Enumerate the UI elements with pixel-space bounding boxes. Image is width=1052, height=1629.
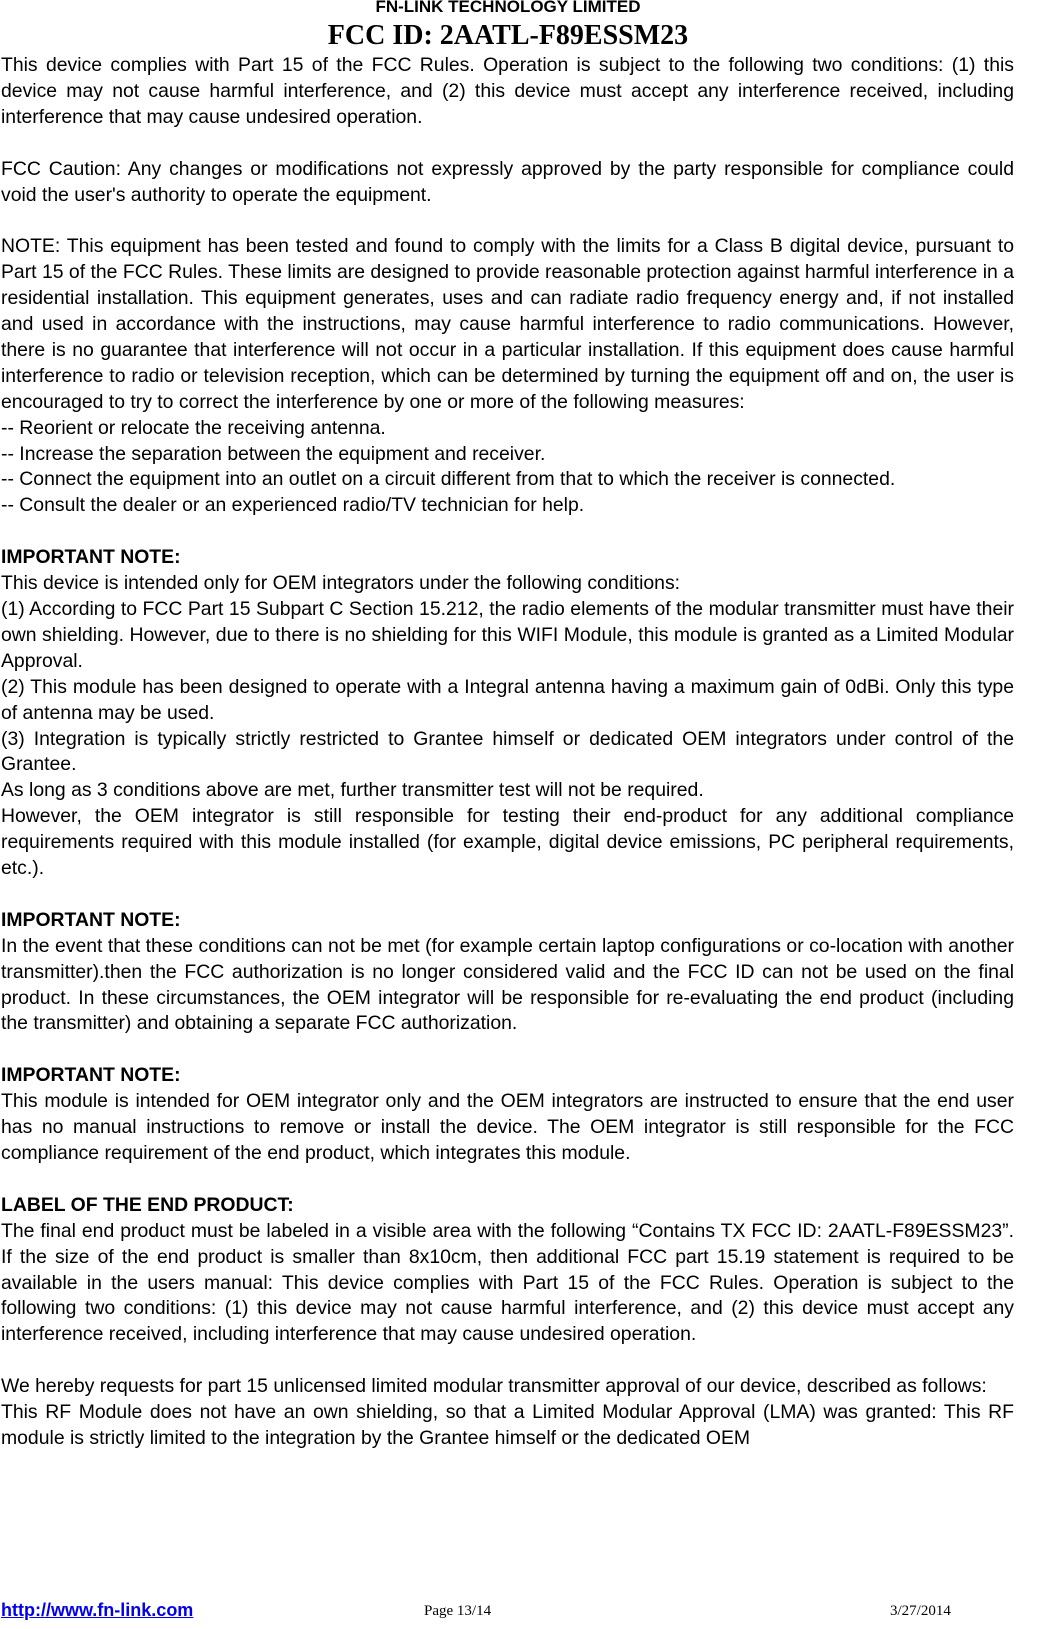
page-footer [0, 1597, 1052, 1623]
oem-condition-item: (3) Integration is typically strictly restricted to Grantee himself or dedicated OEM integrators under control of the Grantee. [1, 727, 1014, 776]
measure-item: -- Connect the equipment into an outlet on a circuit different from that to which the receiver is connected. [1, 468, 896, 491]
spacer [1, 1167, 1014, 1193]
approval-request-paragraph: We hereby requests for part 15 unlicensed limited modular transmitter approval of our device, described as follows: [1, 1375, 987, 1398]
important-note-heading: IMPORTANT NOTE: [1, 1064, 181, 1087]
document-date: 3/27/2014 [890, 1603, 951, 1619]
measure-item: -- Consult the dealer or an experienced radio/TV technician for help. [1, 494, 585, 517]
authorization-paragraph: In the event that these conditions can not be met (for example certain laptop configurations or co-location with another transmitter).then the FCC authorization is no longer considered valid and the FCC ID can not be used on the final product. In these circumstances, the OEM integrator will be responsible for re-evaluating the end product (including the transmitter) and obtaining a separate FCC authorization. [1, 934, 1014, 1035]
spacer [1, 131, 1014, 157]
compliance-paragraph: This device complies with Part 15 of the FCC Rules. Operation is subject to the following two conditions: (1) this device may not cause harmful interference, and (2) this device must accept any interference received, including interference that may cause undesired operation. [1, 54, 1014, 128]
spacer [1, 1348, 1014, 1374]
fcc-caution-paragraph: FCC Caution: Any changes or modifications not expressly approved by the party responsible for compliance could void the user's authority to operate the equipment. [1, 157, 1014, 206]
oem-instructions-paragraph: This module is intended for OEM integrator only and the OEM integrators are instructed to ensure that the end user has no manual instructions to remove or install the device. The OEM integrator is still responsible for the FCC compliance requirement of the end product, which integrates this module. [1, 1090, 1014, 1164]
fcc-id-title: FCC ID: 2AATL-F89ESSM23 [327, 20, 689, 51]
page-number: Page 13/14 [424, 1603, 492, 1619]
document-body [1, 53, 1014, 1452]
class-b-note-paragraph: NOTE: This equipment has been tested and found to comply with the limits for a Class B digital device, pursuant to Part 15 of the FCC Rules. These limits are designed to provide reasonable protection against harmful interference in a residential installation. This equipment generates, uses and can radiate radio frequency energy and, if not installed and used in accordance with the instructions, may cause harmful interference to radio communications. However, there is no guarantee that interference will not occur in a particular installation. If this equipment does cause harmful interference to radio or television reception, which can be determined by turning the equipment off and on, the user is encouraged to try to correct the interference by one or more of the following measures: [1, 235, 1014, 413]
measure-item: -- Increase the separation between the equipment and receiver. [1, 442, 546, 465]
important-note-heading: IMPORTANT NOTE: [1, 546, 181, 569]
spacer [1, 208, 1014, 234]
oem-responsibility-paragraph: However, the OEM integrator is still responsible for testing their end-product for any additional compliance requirements required with this module installed (for example, digital device emissions, PC peripheral requirements, etc.). [1, 805, 1014, 880]
spacer [1, 882, 1014, 908]
important-note-heading: IMPORTANT NOTE: [1, 908, 181, 931]
oem-condition-item: (1) According to FCC Part 15 Subpart C Section 15.212, the radio elements of the modular transmitter must have their own shielding. However, due to there is no shielding for this WIFI Module, this module is granted as a Limited Modular Approval. [1, 597, 1014, 672]
spacer [1, 1037, 1014, 1063]
shielding-paragraph: This RF Module does not have an own shielding, so that a Limited Modular Approval (LMA) was granted: This RF module is strictly limited to the integration by the Grantee himself or the dedicated OEM [1, 1401, 1014, 1449]
oem-condition-item: (2) This module has been designed to operate with a Integral antenna having a maximum gain of 0dBi. Only this type of antenna may be used. [1, 675, 1014, 724]
spacer [1, 519, 1014, 545]
measure-item: -- Reorient or relocate the receiving antenna. [1, 416, 386, 439]
website-link[interactable]: http://www.fn-link.com [1, 1600, 194, 1620]
company-name: FN-LINK TECHNOLOGY LIMITED [375, 0, 641, 16]
conditions-met-paragraph: As long as 3 conditions above are met, further transmitter test will not be required. [1, 779, 704, 802]
oem-conditions-intro: This device is intended only for OEM integrators under the following conditions: [1, 572, 681, 595]
label-heading: LABEL OF THE END PRODUCT: [1, 1193, 294, 1216]
label-paragraph: The final end product must be labeled in a visible area with the following “Contains TX FCC ID: 2AATL-F89ESSM23”. If the size of the end product is smaller than 8x10cm, then additional FCC part 15.19 statement is required to be available in the users manual: This device complies with Part 15 of the FCC Rules. Operation is subject to the following two conditions: (1) this device may not cause harmful interference, and (2) this device must accept any interference received, including interference that may cause undesired operation. [1, 1219, 1014, 1346]
